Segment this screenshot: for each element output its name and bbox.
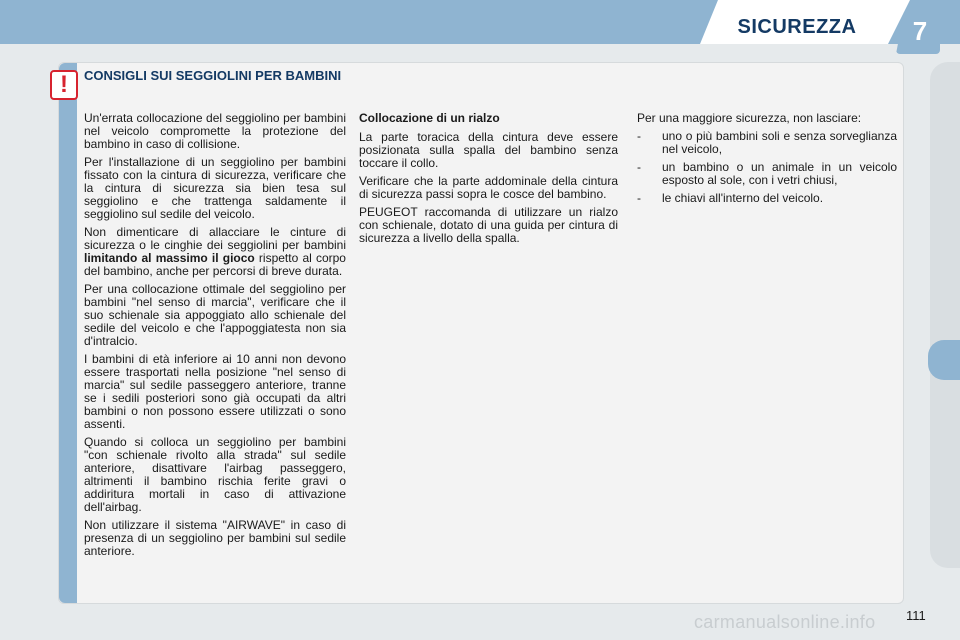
list-dash: - <box>637 191 641 205</box>
paragraph: Verificare che la parte addominale della cintura di sicurezza passi sopra le cosce del bambino. <box>359 174 618 201</box>
watermark: carmanualsonline.info <box>694 612 876 632</box>
bullet-list <box>637 130 897 205</box>
paragraph: PEUGEOT raccomanda di utilizzare un rialzo con schienale, dotato di una guida per cintura di sicurezza a livello della spalla. <box>359 205 618 245</box>
list-dash: - <box>637 129 641 143</box>
page-number: 111 <box>906 608 926 623</box>
paragraph: Per una maggiore sicurezza, non lasciare: <box>637 111 862 125</box>
paragraph: Un'errata collocazione del seggiolino per bambini nel veicolo compromette la protezione del bambino in caso di collisione. <box>84 111 346 151</box>
paragraph <box>84 226 346 278</box>
paragraph-text: Non dimenticare di allacciare le cinture di sicurezza o le cinghie dei seggiolini per bambini <box>84 225 346 252</box>
column-right <box>637 112 897 210</box>
subheading: Collocazione di un rialzo <box>359 111 500 125</box>
list-item <box>637 130 897 156</box>
column-left <box>84 112 346 563</box>
paragraph-text: rispetto al corpo del bambino, anche per percorsi di breve durata. <box>84 251 346 278</box>
paragraph: Per una collocazione ottimale del seggiolino per bambini "nel senso di marcia", verificare che il suo schienale sia appoggiato allo schienale del sedile del veicolo e che l'appoggiatesta non sia d'intralcio. <box>84 282 346 348</box>
column-middle <box>359 112 618 250</box>
list-item-text: le chiavi all'interno del veicolo. <box>662 191 824 205</box>
list-item-text: uno o più bambini soli e senza sorveglianza nel veicolo, <box>662 129 897 156</box>
paragraph: Per l'installazione di un seggiolino per bambini fissato con la cintura di sicurezza, verificare che la cintura di sicurezza sia bien tesa sul seggiolino e che trattenga saldamente il seggiolino sul sedile del veicolo. <box>84 155 346 221</box>
paragraph: I bambini di età inferiore ai 10 anni non devono essere trasportati nella posizione "nel senso di marcia" sul sedile passeggero anteriore, tranne se i sedili posteriori sono già occupati da altri bambini o non possono essere utilizzati o sono assenti. <box>84 352 346 431</box>
chapter-number: 7 <box>912 16 928 46</box>
chapter-index-active-tab <box>928 340 960 380</box>
list-item <box>637 192 897 205</box>
list-item-text: un bambino o un animale in un veicolo esposto al sole, con i vetri chiusi, <box>662 160 897 187</box>
paragraph: La parte toracica della cintura deve essere posizionata sulla spalla del bambino senza toccare il collo. <box>359 130 618 170</box>
warning-icon: ! <box>50 70 78 100</box>
paragraph: Non utilizzare il sistema "AIRWAVE" in caso di presenza di un seggiolino per bambini sul sedile anteriore. <box>84 518 346 558</box>
card-title: CONSIGLI SUI SEGGIOLINI PER BAMBINI <box>84 68 342 83</box>
list-item <box>637 161 897 187</box>
chapter-index-strip <box>930 62 960 568</box>
emphasis-text: limitando al massimo il gioco <box>84 251 255 265</box>
section-title: SICUREZZA <box>737 16 857 38</box>
list-dash: - <box>637 160 641 174</box>
card-accent-bar <box>59 63 77 603</box>
paragraph: Quando si colloca un seggiolino per bambini "con schienale rivolto alla strada" sul sedile anteriore, disattivare l'airbag passeggero, altrimenti il bambino rischia ferite gravi o addiritura mortali in caso di attivazione dell'airbag. <box>84 435 346 514</box>
